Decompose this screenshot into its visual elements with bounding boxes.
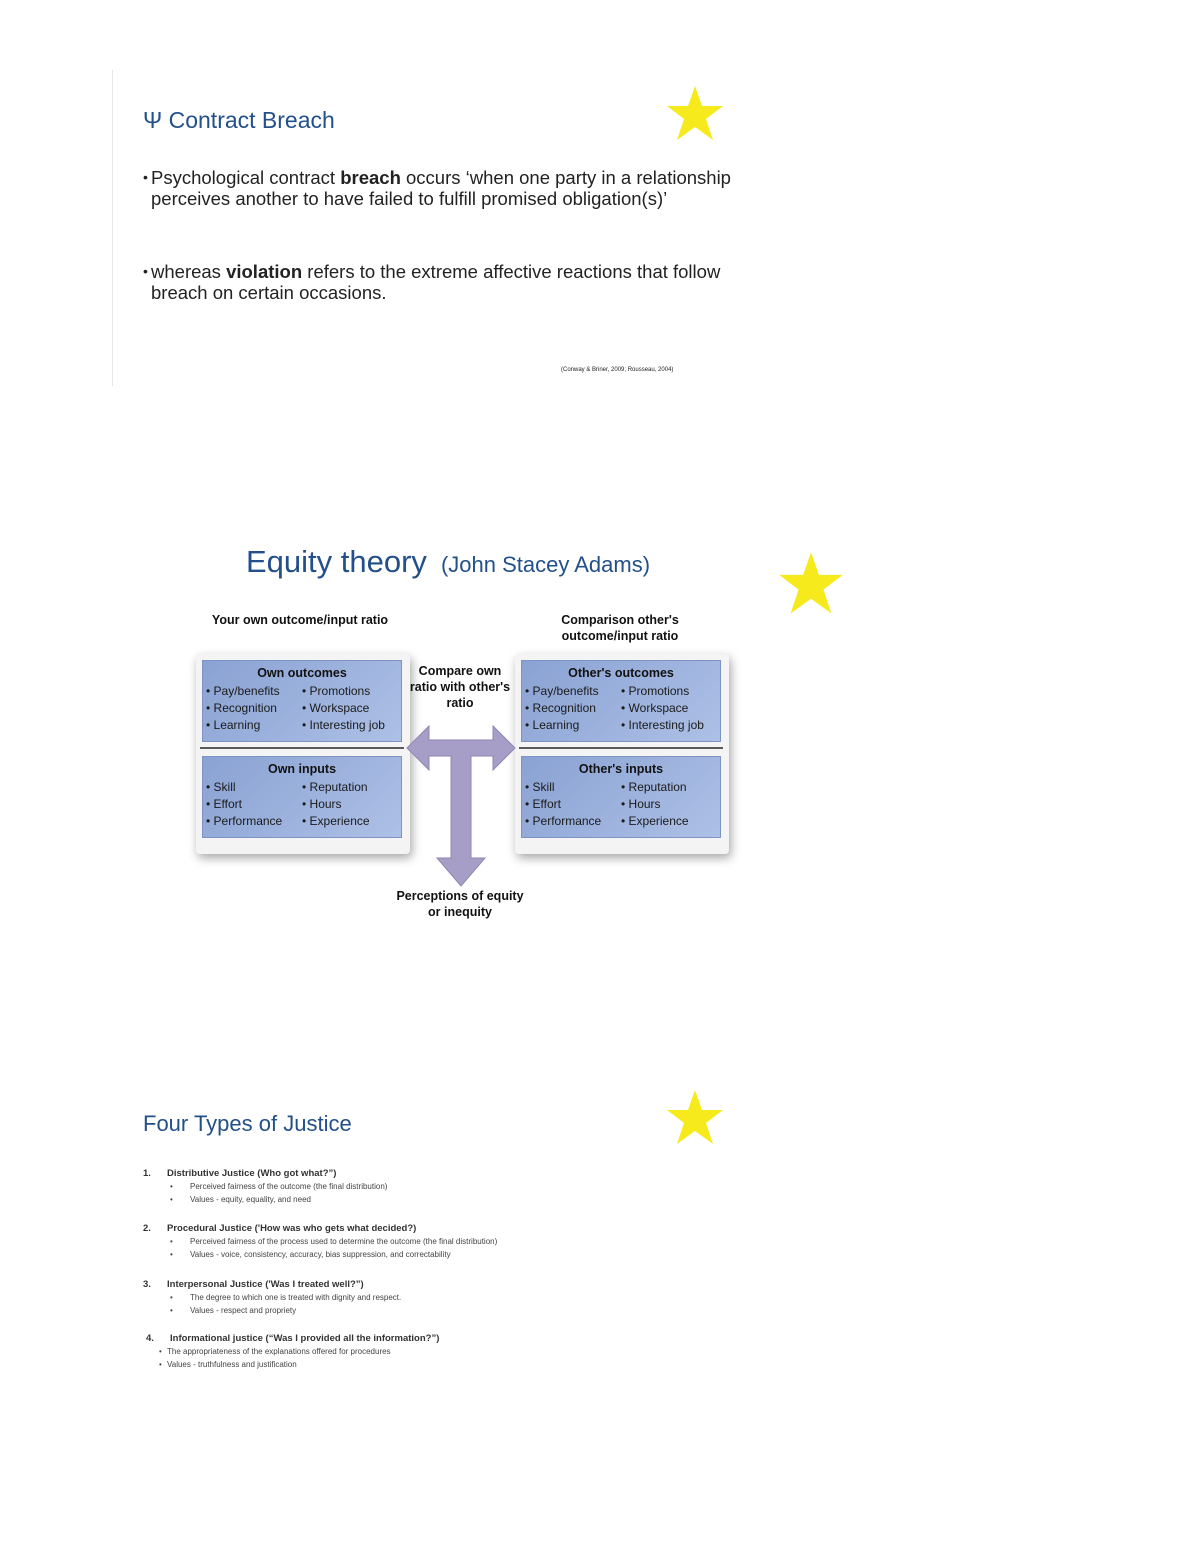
list-item: • Promotions	[302, 684, 371, 698]
list-item: • Reputation	[621, 780, 687, 794]
list-item: • Interesting job	[621, 718, 704, 732]
list-item: • Learning	[206, 718, 261, 732]
other-outcomes-box	[521, 660, 721, 742]
list-item: • Workspace	[302, 701, 370, 715]
item-detail: Values - respect and propriety	[190, 1306, 297, 1315]
item-detail: Values - truthfulness and justification	[167, 1360, 297, 1369]
item-detail: The degree to which one is treated with dignity and respect.	[190, 1293, 402, 1302]
item-number: 2.	[143, 1223, 151, 1234]
justice-item-distributive: 1. Distributive Justice (Who got what?”) • Perceived fairness of the outcome (the final distribution) • Values - equity, equality, and need	[143, 1168, 388, 1204]
comparison-arrow-icon	[405, 720, 517, 890]
other-ratio-panel	[515, 654, 729, 854]
item-detail: The appropriateness of the explanations offered for procedures	[167, 1347, 391, 1356]
item-heading: Informational justice (“Was I provided all the information?”)	[170, 1333, 440, 1344]
box-title: Own inputs	[267, 762, 337, 776]
list-item: • Recognition	[206, 701, 277, 715]
perception-caption: Perceptions of equity or inequity	[396, 889, 524, 919]
slide1-bullet-violation: • whereas violation refers to the extreme affective reactions that follow breach on certain occasions.	[143, 261, 721, 303]
item-detail: Perceived fairness of the process used to determine the outcome (the final distribution)	[190, 1237, 498, 1246]
other-inputs-box	[521, 756, 721, 838]
list-item: • Learning	[525, 718, 580, 732]
list-item: • Experience	[302, 814, 370, 828]
bullet-text: refers to the extreme affective reactions that follow breach on certain occasions.	[151, 261, 721, 303]
star-icon	[777, 550, 845, 618]
list-item: • Performance	[206, 814, 283, 828]
ratio-divider	[519, 747, 723, 749]
list-item: • Skill	[206, 780, 236, 794]
item-number: 3.	[143, 1279, 151, 1290]
star-icon	[665, 84, 725, 144]
slide2-title-text: Equity theory	[246, 544, 427, 579]
item-number: 1.	[143, 1168, 151, 1179]
list-item: • Experience	[621, 814, 689, 828]
slide1-bullet-breach: • Psychological contract breach occurs ‘when one party in a relationship perceives another to have failed to fulfill promised obligation(s)’	[143, 167, 731, 209]
ratio-divider	[200, 747, 404, 749]
justice-item-informational: 4. Informational justice (“Was I provided all the information?”) • The appropriateness of the explanations offered for procedures • Values - truthfulness and justification	[146, 1333, 440, 1369]
own-outcomes-box	[202, 660, 402, 742]
own-ratio-caption: Your own outcome/input ratio	[211, 613, 389, 627]
item-heading: Procedural Justice ('How was who gets what decided?)	[167, 1223, 417, 1234]
bullet-text: Psychological contract	[151, 167, 341, 188]
list-item: • Effort	[206, 797, 242, 811]
item-number: 4.	[146, 1333, 154, 1344]
slide3-title: Four Types of Justice	[143, 1111, 352, 1136]
item-detail: Values - voice, consistency, accuracy, bias suppression, and correctability	[190, 1250, 451, 1259]
box-title: Own outcomes	[257, 666, 347, 680]
list-item: • Recognition	[525, 701, 596, 715]
compare-caption: Compare own ratio with other's ratio	[409, 664, 511, 710]
star-icon	[665, 1088, 725, 1148]
slide2-title	[246, 544, 650, 580]
list-item: • Performance	[525, 814, 602, 828]
list-item: • Pay/benefits	[206, 684, 280, 698]
item-heading: Interpersonal Justice ('Was I treated well?”)	[167, 1279, 364, 1290]
justice-item-interpersonal: 3. Interpersonal Justice ('Was I treated well?”) • The degree to which one is treated with dignity and respect. • Values - respect and propriety	[143, 1279, 402, 1315]
own-ratio-panel	[196, 654, 410, 854]
box-title: Other's inputs	[578, 762, 664, 776]
bullet-text: whereas	[151, 261, 227, 282]
slide2-subtitle: (John Stacey Adams)	[440, 552, 651, 577]
list-item: • Promotions	[621, 684, 690, 698]
list-item: • Hours	[621, 797, 661, 811]
citation: (Conway & Briner, 2009; Rousseau, 2004)	[561, 367, 674, 373]
slide1-title: Ψ Contract Breach	[143, 107, 335, 133]
list-item: • Interesting job	[302, 718, 385, 732]
bullet-bold-term: violation	[226, 261, 303, 282]
list-item: • Skill	[525, 780, 555, 794]
item-detail: Perceived fairness of the outcome (the final distribution)	[190, 1182, 388, 1191]
bullet-text: occurs ‘when one party in a relationship perceives another to have failed to fulfill promised obligation(s)’	[151, 167, 731, 209]
list-item: • Effort	[525, 797, 561, 811]
list-item: • Hours	[302, 797, 342, 811]
item-detail: Values - equity, equality, and need	[190, 1195, 311, 1204]
box-title: Other's outcomes	[568, 666, 674, 680]
justice-item-procedural: 2. Procedural Justice ('How was who gets what decided?) • Perceived fairness of the process used to determine the outcome (the final distribution) • Values - voice, consistency, accuracy, bias suppression, and correctability	[143, 1223, 498, 1259]
own-inputs-box	[202, 756, 402, 838]
slide-divider	[112, 70, 113, 386]
other-ratio-caption: Comparison other's outcome/input ratio	[561, 613, 679, 643]
item-heading: Distributive Justice (Who got what?”)	[167, 1168, 337, 1179]
list-item: • Reputation	[302, 780, 368, 794]
bullet-bold-term: breach	[340, 167, 401, 188]
list-item: • Pay/benefits	[525, 684, 599, 698]
list-item: • Workspace	[621, 701, 689, 715]
